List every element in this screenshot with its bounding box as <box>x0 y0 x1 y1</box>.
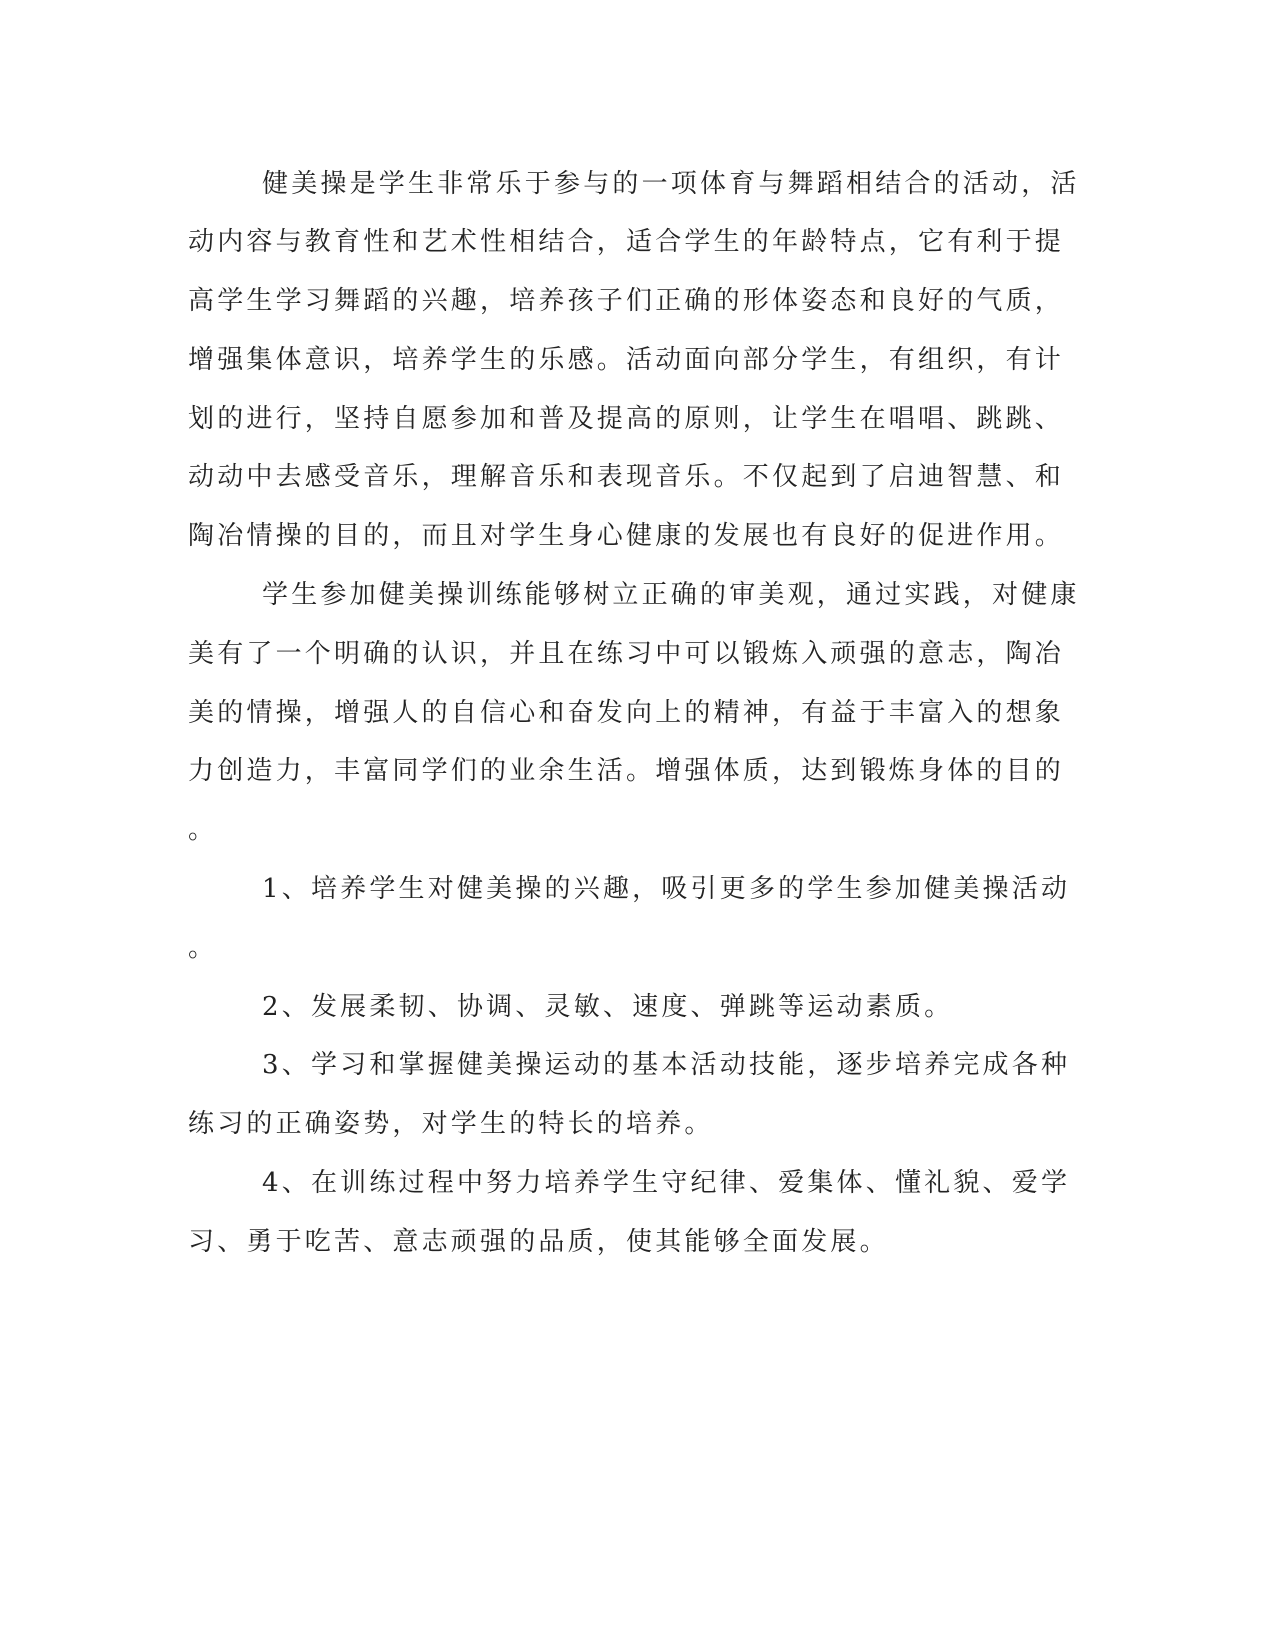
paragraph-2-line-1: 学生参加健美操训练能够树立正确的审美观，通过实践，对健康 <box>262 580 1080 610</box>
goal-3-line-2: 练习的正确姿势，对学生的特长的培养。 <box>188 1109 714 1139</box>
paragraph-1-line-2: 动内容与教育性和艺术性相结合，适合学生的年龄特点，它有利于提 <box>188 227 1065 257</box>
goal-3-line-1: 3、学习和掌握健美操运动的基本活动技能，逐步培养完成各种 <box>262 1050 1071 1080</box>
goal-2-line-1: 2、发展柔韧、协调、灵敏、速度、弹跳等运动素质。 <box>262 992 954 1022</box>
paragraph-2-line-3: 美的情操，增强人的自信心和奋发向上的精神，有益于丰富入的想象 <box>188 698 1065 728</box>
goal-4-line-1: 4、在训练过程中努力培养学生守纪律、爱集体、懂礼貌、爱学 <box>262 1168 1071 1198</box>
goal-1-line-1: 1、培养学生对健美操的兴趣，吸引更多的学生参加健美操活动 <box>262 874 1071 904</box>
paragraph-1-line-7: 陶冶情操的目的，而且对学生身心健康的发展也有良好的促进作用。 <box>188 521 1065 551</box>
goal-4-line-2: 习、勇于吃苦、意志顽强的品质，使其能够全面发展。 <box>188 1227 889 1257</box>
paragraph-1-line-4: 增强集体意识，培养学生的乐感。活动面向部分学生，有组织，有计 <box>188 345 1065 375</box>
goal-1-line-2: 。 <box>188 933 218 963</box>
paragraph-2-line-4: 力创造力，丰富同学们的业余生活。增强体质，达到锻炼身体的目的 <box>188 756 1065 786</box>
paragraph-1-line-5: 划的进行，坚持自愿参加和普及提高的原则，让学生在唱唱、跳跳、 <box>188 404 1065 434</box>
paragraph-1-line-6: 动动中去感受音乐，理解音乐和表现音乐。不仅起到了启迪智慧、和 <box>188 462 1065 492</box>
paragraph-1-line-3: 高学生学习舞蹈的兴趣，培养孩子们正确的形体姿态和良好的气质， <box>188 286 1065 316</box>
paragraph-2-line-2: 美有了一个明确的认识，并且在练习中可以锻炼入顽强的意志，陶冶 <box>188 639 1065 669</box>
paragraph-1-line-1: 健美操是学生非常乐于参与的一项体育与舞蹈相结合的活动，活 <box>262 169 1080 199</box>
paragraph-2-line-5: 。 <box>188 815 218 845</box>
